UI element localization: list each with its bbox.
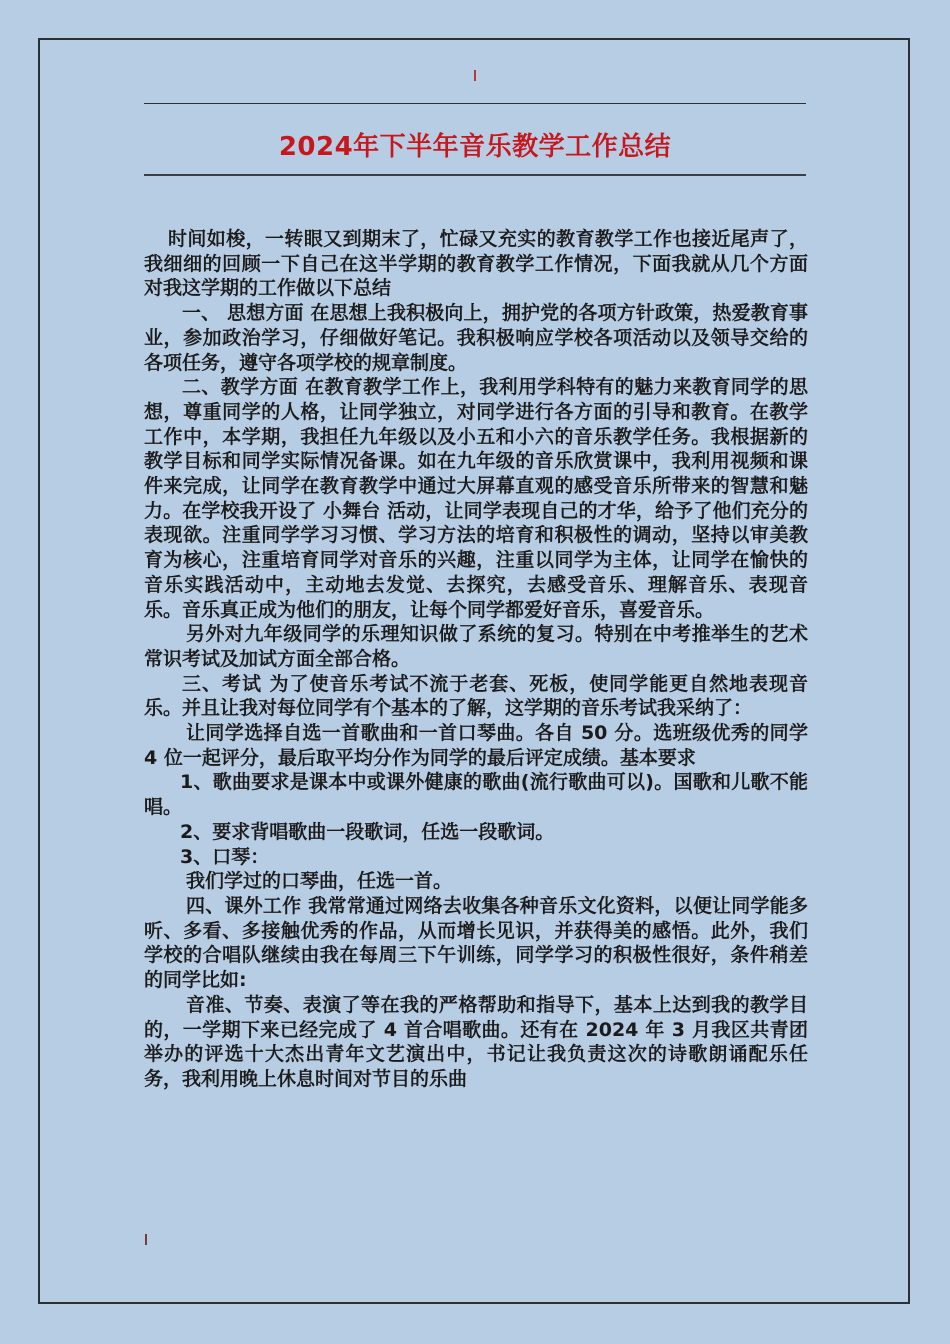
paragraph-extracurricular: 四、课外工作 我常常通过网络去收集各种音乐文化资料，以便让同学能多听、多看、多接触优秀的作品，从而增长见识，并获得美的感悟。此外，我们学校的合唱队继续由我在每周三下午训练，同学学习的积极性很好，条件稍差的同学比如: [144, 894, 808, 992]
paragraph-requirement-3: 3、口琴： [180, 845, 270, 868]
paragraph-requirement-2: 2、要求背唱歌曲一段歌词，任选一段歌词。 [180, 820, 555, 843]
paragraph-harmonica: 我们学过的口琴曲，任选一首。 [186, 870, 453, 893]
paragraph-requirement-1: 1、歌曲要求是课本中或课外健康的歌曲(流行歌曲可以)。国歌和儿歌不能唱。 [144, 771, 808, 819]
paragraph-choir: 音准、节奏、表演了等在我的严格帮助和指导下，基本上达到我的教学目的，一学期下来已经完成了 4 首合唱歌曲。还有在 2024 年 3 月我区共青团举办的评选十大杰出青年文艺演出中，书记让我负责这次的诗歌朗诵配乐任务，我利用晚上休息时间对节目的乐曲 [144, 993, 808, 1090]
paragraph-review: 另外对九年级同学的乐理知识做了系统的复习。特别在中考推举生的艺术常识考试及加试方面全部合格。 [144, 623, 808, 670]
header-rule [144, 103, 806, 104]
paragraph-exam: 三、考试 为了使音乐考试不流于老套、死板，使同学能更自然地表现音乐。并且让我对每位同学有个基本的了解，这学期的音乐考试我采纳了： [144, 672, 808, 720]
footer-cursor-mark [145, 1234, 147, 1245]
document-body [144, 227, 808, 1092]
header-cursor-mark [474, 70, 476, 81]
paragraph-exam-method: 让同学选择自选一首歌曲和一首口琴曲。各自 50 分。选班级优秀的同学 4 位一起评分，最后取平均分作为同学的最后评定成绩。基本要求 [144, 722, 808, 769]
paragraph-intro: 时间如梭，一转眼又到期末了，忙碌又充实的教育教学工作也接近尾声了，我细细的回顾一下自己在这半学期的教育教学工作情况，下面我就从几个方面对我这学期的工作做以下总结 [144, 228, 808, 300]
document-title: 2024年下半年音乐教学工作总结 [278, 132, 672, 162]
paragraph-teaching: 二、教学方面 在教育教学工作上，我利用学科特有的魅力来教育同学的思想，尊重同学的人格，让同学独立，对同学进行各方面的引导和教育。在教学工作中，本学期，我担任九年级以及小五和小六的音乐教学任务。我根据新的教学目标和同学实际情况备课。如在九年级的音乐欣赏课中，我利用视频和课件来完成，让同学在教育教学中通过大屏幕直观的感受音乐所带来的智慧和魅力。在学校我开设了 小舞台 活动，让同学表现自己的才华，给予了他们充分的表现欲。注重同学学习习惯、学习方法的培育和积极性的调动，坚持以审美教育为核心，注重培育同学对音乐的兴趣，注重以同学为主体，让同学在愉快的音乐实践活动中，主动地去发觉、去探究，去感受音乐、理解音乐、表现音乐。音乐真正成为他们的朋友，让每个同学都爱好音乐，喜爱音乐。 [144, 376, 808, 621]
title-underline [144, 174, 806, 176]
paragraph-thought: 一、 思想方面 在思想上我积极向上，拥护党的各项方针政策，热爱教育事业，参加政治学习，仔细做好笔记。我积极响应学校各项活动以及领导交给的各项任务，遵守各项学校的规章制度。 [144, 302, 808, 374]
